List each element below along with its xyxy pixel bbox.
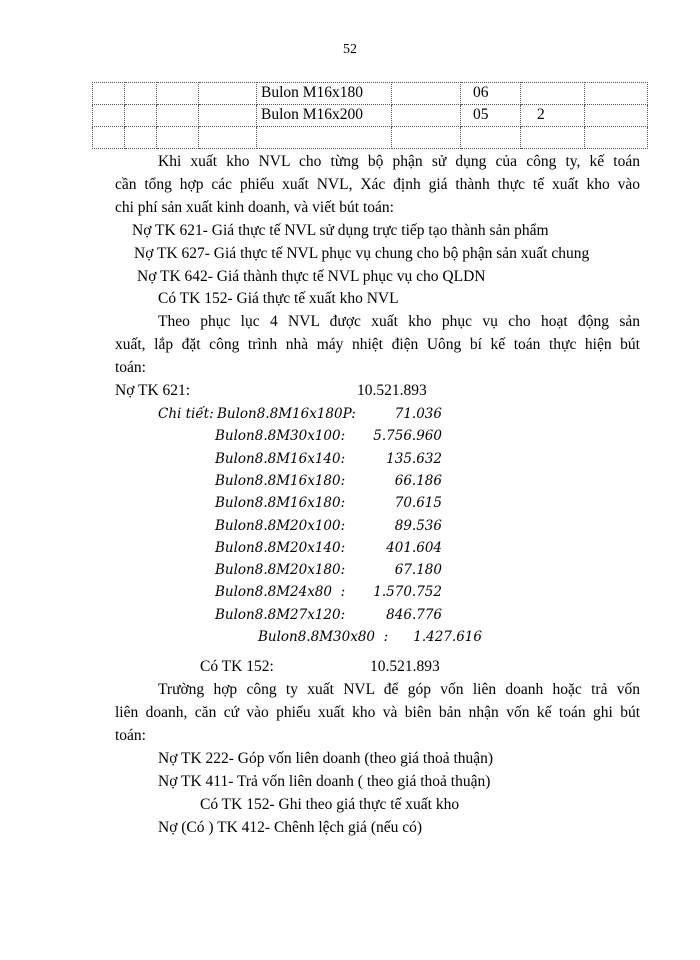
- table-row: [93, 127, 648, 149]
- paragraph-line: Khi xuất kho NVL cho từng bộ phận sử dụng của công ty, kế toán: [158, 153, 640, 170]
- paragraph-line: toán:: [115, 359, 146, 376]
- detail-label: Bulon8.8M20x100:: [215, 517, 346, 534]
- detail-value: 5.756.960: [373, 428, 442, 445]
- table-cell: [392, 105, 461, 127]
- detail-label: Bulon8.8M24x80 :: [215, 584, 346, 601]
- detail-label: Bulon8.8M27x120:: [215, 606, 346, 623]
- materials-table: [92, 82, 648, 149]
- detail-value: 135.632: [386, 450, 442, 467]
- page-number: 52: [343, 42, 357, 57]
- table-cell: Bulon M16x180: [257, 83, 392, 105]
- detail-label: Bulon8.8M16x180P:: [217, 406, 356, 422]
- paragraph-line: cần tổng hợp các phiếu xuất NVL, Xác định giá thành thực tế xuất kho vào: [115, 176, 640, 193]
- detail-value: 70.615: [394, 495, 442, 512]
- paragraph-line: toán:: [115, 727, 146, 744]
- debit-value: 10.521.893: [357, 382, 427, 399]
- paragraph-line: Trường hợp công ty xuất NVL để góp vốn liên doanh hoặc trả vốn: [158, 681, 640, 698]
- journal-entry: Có TK 152- Ghi theo giá thực tế xuất kho: [200, 796, 460, 813]
- table-cell: [392, 83, 461, 105]
- journal-entry: Nợ TK 621- Giá thực tế NVL sử dụng trực tiếp tạo thành sản phẩm: [132, 222, 549, 239]
- detail-value: 89.536: [394, 517, 442, 534]
- table-cell: [157, 83, 199, 105]
- detail-value: 66.186: [394, 472, 442, 489]
- table-cell: [521, 83, 585, 105]
- journal-entry: Nợ TK 627- Giá thực tế NVL phục vụ chung cho bộ phận sản xuất chung: [134, 245, 590, 262]
- table-cell: [199, 83, 257, 105]
- table-cell: [521, 127, 585, 149]
- credit-value: 10.521.893: [370, 658, 440, 675]
- journal-entry: Nợ TK 642- Giá thành thực tế NVL phục vụ cho QLDN: [137, 268, 486, 285]
- detail-label: Bulon8.8M30x100:: [215, 428, 346, 445]
- table-cell: [392, 127, 461, 149]
- journal-entry: Nợ (Có ) TK 412- Chênh lệch giá (nếu có): [158, 819, 423, 836]
- table-row: [93, 105, 648, 127]
- detail-value: 846.776: [386, 606, 442, 623]
- table-cell: [125, 83, 157, 105]
- detail-label: Bulon8.8M16x140:: [215, 450, 346, 467]
- table-cell: [93, 105, 125, 127]
- detail-value: 71.036: [394, 406, 442, 422]
- table-cell: [125, 105, 157, 127]
- detail-label: Bulon8.8M20x140:: [215, 539, 346, 556]
- paragraph-line: chi phí sản xuất kinh doanh, và viết bút toán:: [115, 199, 394, 216]
- journal-entry: Có TK 152- Giá thực tế xuất kho NVL: [158, 290, 399, 307]
- table-cell: [157, 127, 199, 149]
- table-cell: 2: [521, 105, 585, 127]
- paragraph-line: liên doanh, căn cứ vào phiếu xuất kho và biên bản nhận vốn kế toán ghi bút: [115, 704, 640, 721]
- table-cell: [199, 127, 257, 149]
- detail-value: 67.180: [394, 562, 442, 579]
- paragraph-line: Theo phục lục 4 NVL được xuất kho phục vụ cho hoạt động sản: [158, 313, 640, 330]
- journal-entry: Nợ TK 222- Góp vốn liên doanh (theo giá thoả thuận): [158, 750, 494, 767]
- detail-value: 401.604: [386, 539, 442, 556]
- table-cell: [125, 127, 157, 149]
- table-cell: [585, 105, 648, 127]
- credit-label: Có TK 152:: [200, 658, 274, 675]
- table-cell: [257, 127, 392, 149]
- detail-prefix: Chi tiết:: [158, 406, 214, 422]
- detail-label: Bulon8.8M30x80 :: [258, 629, 389, 645]
- detail-value: 1.427.616: [413, 629, 482, 645]
- table-cell: Bulon M16x200: [257, 105, 392, 127]
- detail-label: Bulon8.8M16x180:: [215, 472, 346, 489]
- table-cell: [585, 127, 648, 149]
- table-cell: [585, 83, 648, 105]
- table-cell: [93, 83, 125, 105]
- debit-label: Nợ TK 621:: [115, 382, 191, 399]
- paragraph-line: xuất, lắp đặt công trình nhà máy nhiệt điện Uông bí kế toán thực hiện bút: [115, 336, 640, 353]
- table-cell: [461, 127, 521, 149]
- table-cell: [157, 105, 199, 127]
- detail-value: 1.570.752: [373, 584, 442, 601]
- detail-label: Bulon8.8M20x180:: [215, 562, 346, 579]
- journal-entry: Nợ TK 411- Trả vốn liên doanh ( theo giá thoả thuận): [158, 773, 491, 790]
- table-cell: [93, 127, 125, 149]
- table-row: [93, 83, 648, 105]
- detail-label: Bulon8.8M16x180:: [215, 495, 346, 512]
- table-cell: 05: [461, 105, 521, 127]
- table-cell: 06: [461, 83, 521, 105]
- table-cell: [199, 105, 257, 127]
